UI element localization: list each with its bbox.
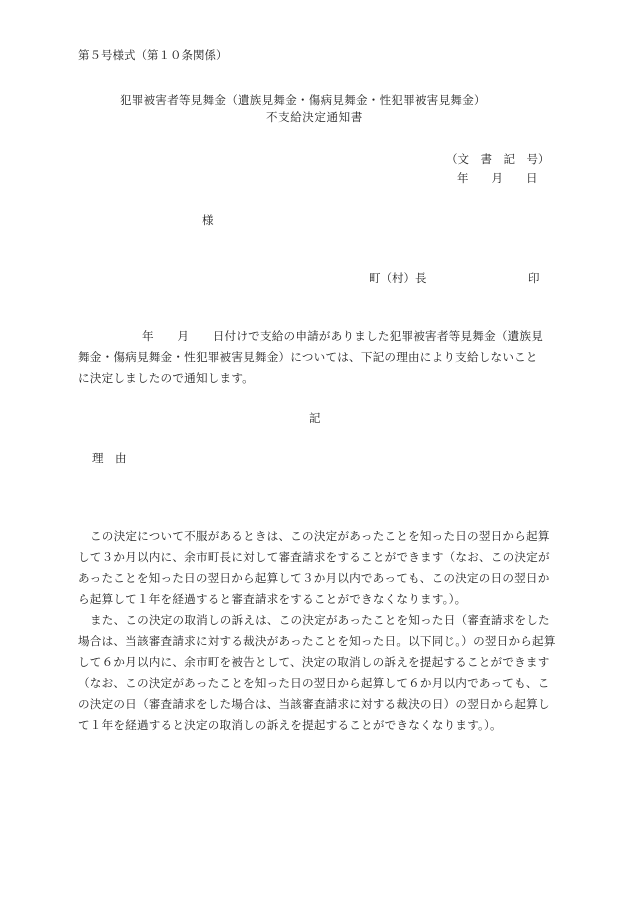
notice-line: この決定について不服があるときは、この決定があったことを知った日の翌日から起算 (90, 529, 550, 543)
notice-line: （なお、この決定があったことを知った日の翌日から起算して６か月以内であっても、こ (78, 676, 550, 690)
notice-line: して６か月以内に、余市町を被告として、決定の取消しの訴えを提起することができます (78, 655, 550, 669)
notice-line: ら起算して１年を経過すると審査請求をすることができなくなります。）。 (78, 592, 467, 606)
notice-line: して３か月以内に、余市町長に対して審査請求をすることができます（なお、この決定が (78, 550, 550, 564)
title-line-2: 不支給決定通知書 (266, 110, 363, 124)
body-paragraph (78, 326, 560, 389)
body-line: 年 月 日付けで支給の申請がありました犯罪被害者等見舞金（遺族見 (142, 329, 543, 343)
appeal-notice (78, 526, 560, 736)
notice-line: て１年を経過すると決定の取消しの訴えを提起することができなくなります。）。 (78, 718, 502, 732)
addressee-suffix: 様 (202, 213, 214, 227)
form-label: 第５号様式（第１０条関係） (78, 48, 228, 62)
notice-line: あったことを知った日の翌日から起算して３か月以内であっても、この決定の日の翌日か (78, 571, 550, 585)
body-line: に決定しましたので通知します。 (78, 371, 254, 385)
seal-mark: 印 (528, 271, 540, 285)
notice-line: の決定の日（審査請求をした場合は、当該審査請求に対する裁決の日）の翌日から起算し (78, 697, 550, 711)
document-number: （文 書 記 号） (446, 152, 550, 166)
reason-label: 理 由 (92, 451, 127, 465)
notice-line: 場合は、当該審査請求に対する裁決があったことを知った日。以下同じ。）の翌日から起算 (78, 634, 556, 648)
issuer-title: 町（村）長 (369, 271, 427, 285)
body-line: 舞金・傷病見舞金・性犯罪被害見舞金）については、下記の理由により支給しないこと (78, 350, 538, 364)
title-line-1: 犯罪被害者等見舞金（遺族見舞金・傷病見舞金・性犯罪被害見舞金） (120, 93, 486, 107)
ki-heading: 記 (309, 411, 321, 425)
date-line: 年 月 日 (457, 171, 538, 185)
notice-line: また、この決定の取消しの訴えは、この決定があったことを知った日（審査請求をした (90, 613, 550, 627)
